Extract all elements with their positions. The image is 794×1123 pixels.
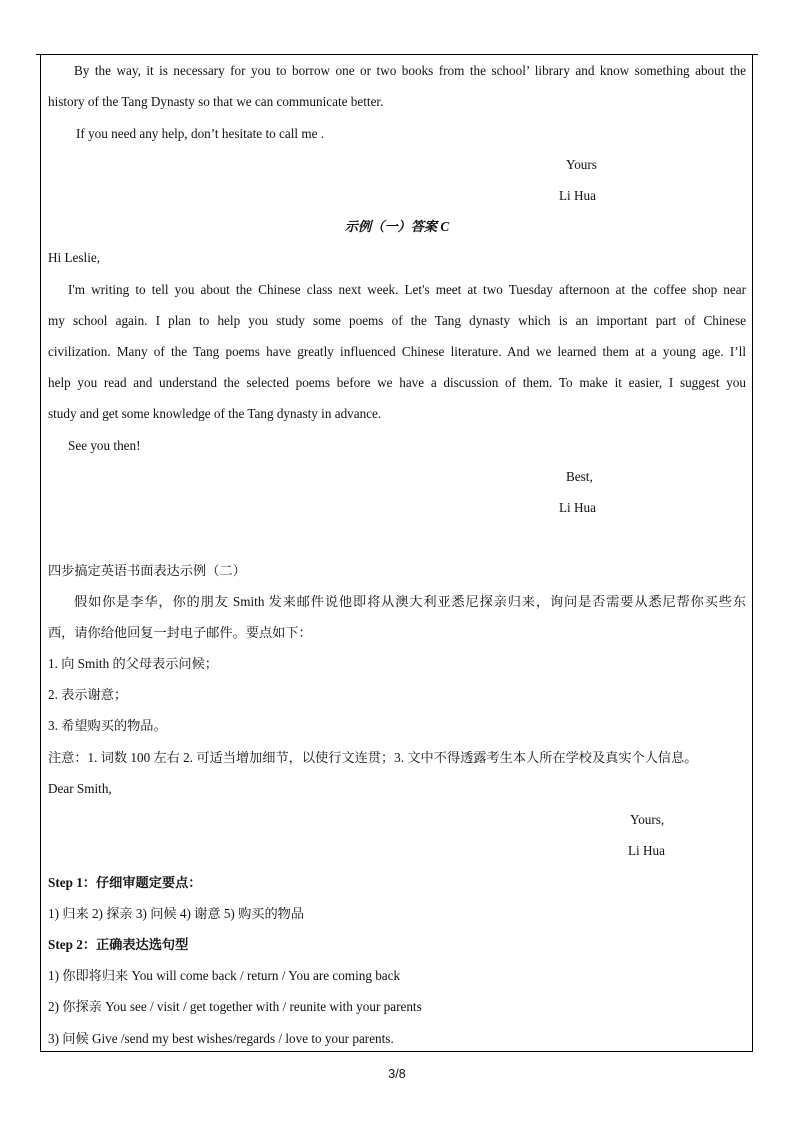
example-2-note: 注意：1. 词数 100 左右 2. 可适当增加细节，以使行文连贯；3. 文中不得透露考生本人所在学校及真实个人信息。 [48, 750, 698, 765]
step-2-heading [48, 936, 188, 954]
letter-paragraph-line: history of the Tang Dynasty so that we can communicate better. [48, 94, 384, 109]
example-2-closing: Yours, [630, 812, 665, 827]
example-2-prompt-line: 假如你是李华，你的朋友 Smith 发来邮件说他即将从澳大利亚悉尼探亲归来，询问是否需要从悉尼帮你买些东 [74, 594, 746, 609]
step-2-item: 3) 问候 Give /send my best wishes/regards / love to your parents. [48, 1031, 394, 1046]
example-2-signature: Li Hua [628, 843, 665, 858]
example-1-signature: Li Hua [559, 500, 596, 515]
page-number: 3/8 [388, 1067, 406, 1081]
example-2-point: 3. 希望购买的物品。 [48, 718, 167, 733]
example-1-see-you: See you then! [68, 438, 141, 453]
example-1-body-line: help you read and understand the selected poems before we have a discussion of them. To make it easier, I suggest you [48, 375, 746, 390]
step-1-items: 1) 归来 2) 探亲 3) 问候 4) 谢意 5) 购买的物品 [48, 906, 305, 921]
example-1-closing: Best, [566, 469, 593, 484]
example-1-title: 示例（一）答案 C [344, 219, 450, 234]
step-2-item: 2) 你探亲 You see / visit / get together with / reunite with your parents [48, 999, 422, 1014]
example-1-greeting: Hi Leslie, [48, 250, 101, 265]
example-1-body-line: civilization. Many of the Tang poems have greatly influenced Chinese literature. And we learned them at a young age. I’ll [48, 344, 746, 359]
step-2-title: 正确表达选句型 [96, 937, 189, 952]
example-2-heading: 四步搞定英语书面表达示例（二） [48, 563, 246, 578]
letter-paragraph: If you need any help, don’t hesitate to call me . [76, 126, 325, 141]
example-1-body-line: my school again. I plan to help you study some poems of the Tang dynasty which is an important part of Chinese [48, 313, 746, 328]
content-frame [40, 54, 753, 1052]
step-2-item: 1) 你即将归来 You will come back / return / You are coming back [48, 968, 401, 983]
example-1-body-line: I'm writing to tell you about the Chinese class next week. Let's meet at two Tuesday afternoon at the coffee shop near [68, 282, 746, 297]
example-2-point: 1. 向 Smith 的父母表示问候； [48, 656, 218, 671]
letter-paragraph-line: By the way, it is necessary for you to borrow one or two books from the school’ library and know something about the [74, 63, 746, 78]
step-1-heading [48, 874, 202, 892]
example-2-prompt-line: 西，请你给他回复一封电子邮件。要点如下： [48, 625, 312, 640]
example-2-point: 2. 表示谢意； [48, 687, 128, 702]
letter-signature: Li Hua [559, 188, 596, 203]
example-2-greeting: Dear Smith, [48, 781, 112, 796]
step-1-label: Step 1： [48, 875, 96, 890]
letter-closing: Yours [566, 157, 597, 172]
step-1-title: 仔细审题定要点： [96, 875, 202, 890]
step-2-label: Step 2： [48, 937, 96, 952]
example-1-body-line: study and get some knowledge of the Tang dynasty in advance. [48, 406, 382, 421]
